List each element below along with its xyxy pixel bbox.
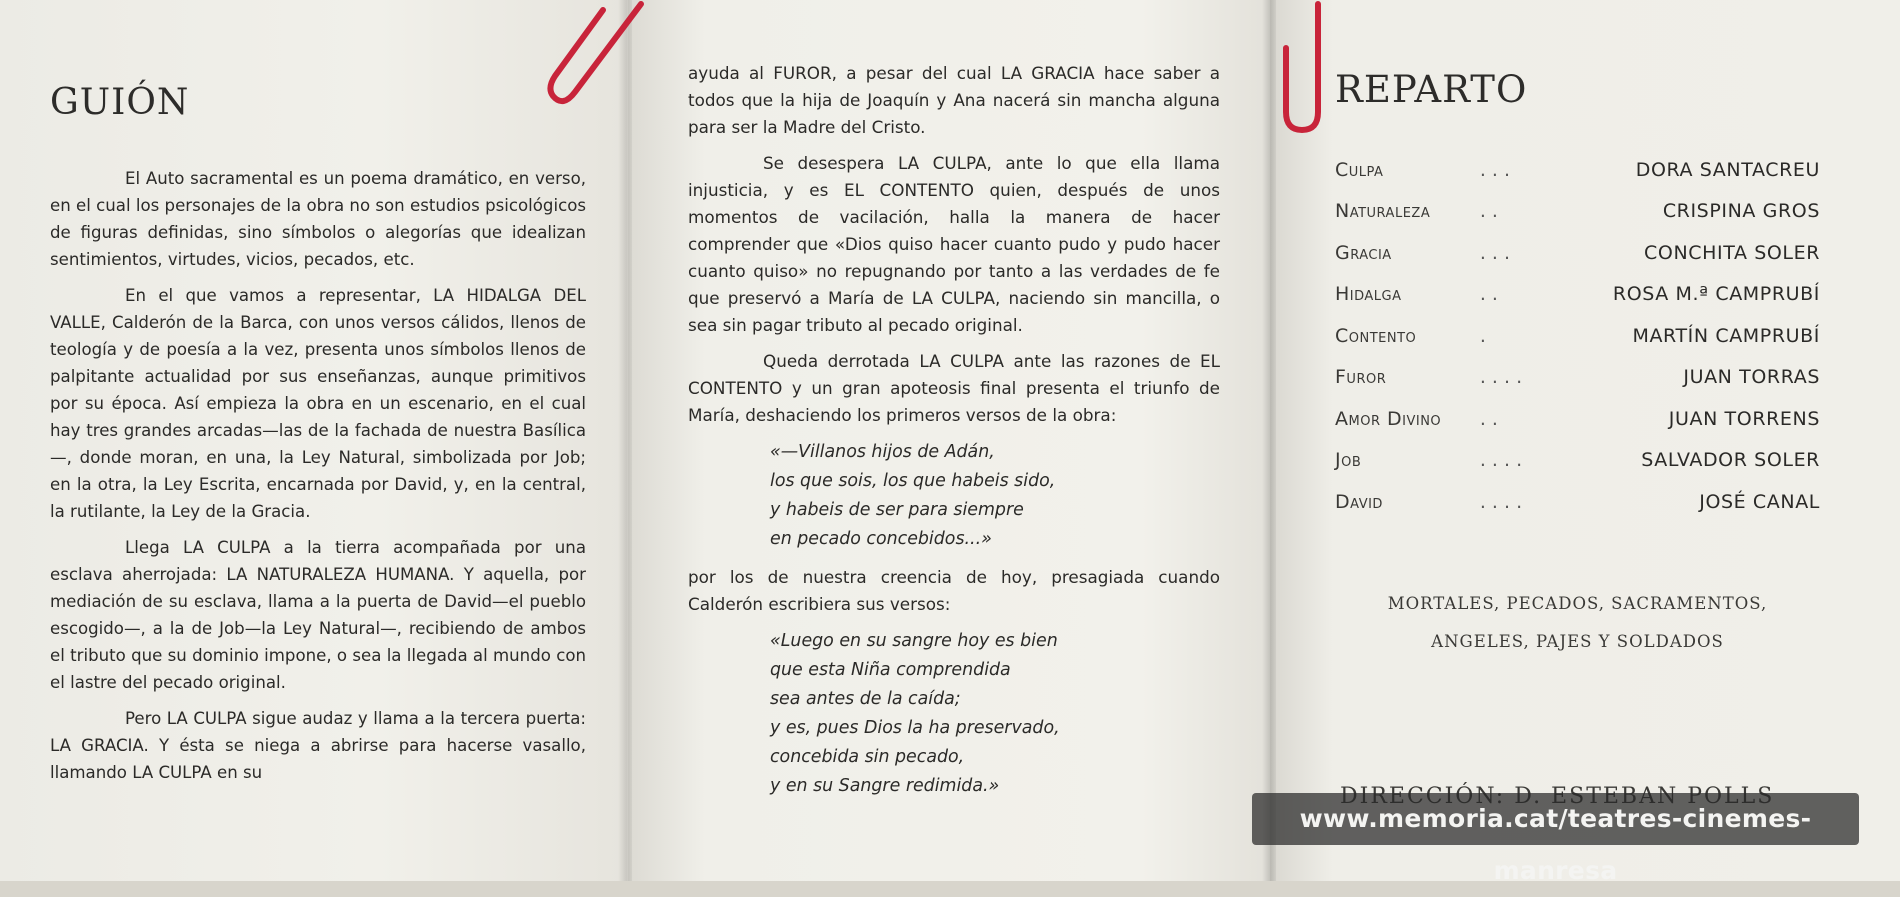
cast-row: [1335, 315, 1820, 357]
cast-row: [1335, 481, 1820, 523]
cast-role: Culpa: [1335, 158, 1384, 181]
guion-paragraph-4: Pero LA CULPA sigue audaz y llama a la tercera puerta: LA GRACIA. Y ésta se niega a abrirse para hacerse vasallo, llamando LA CULPA en su: [50, 709, 586, 782]
cast-table: [1335, 149, 1820, 523]
verse-quote-1: [770, 438, 1220, 554]
watermark-banner: www.memoria.cat/teatres-cinemes-manresa: [1252, 793, 1859, 845]
cast-role: Contento: [1335, 324, 1417, 347]
panel-guion: [0, 0, 628, 881]
verse-line: y es, pues Dios la ha preservado,: [770, 718, 1060, 738]
extras-line: MORTALES, PECADOS, SACRAMENTOS,: [1387, 593, 1768, 613]
guion-title: GUIÓN: [50, 82, 190, 123]
cast-row: [1335, 440, 1820, 482]
paper-clip-icon: [1268, 0, 1328, 140]
cast-dots: . . .: [1479, 241, 1511, 264]
middle-paragraph-3: Queda derrotada LA CULPA ante las razones de EL CONTENTO y un gran apoteosis final presenta el triunfo de María, deshaciendo los primeros versos de la obra:: [688, 351, 1220, 425]
cast-actor: MARTÍN CAMPRUBÍ: [1632, 324, 1820, 347]
verse-line: «—Villanos hijos de Adán,: [770, 442, 995, 462]
verse-quote-2: [770, 627, 1220, 801]
extras-list: [1335, 585, 1820, 661]
cast-actor: JUAN TORRAS: [1683, 366, 1820, 389]
cast-actor: JOSÉ CANAL: [1699, 490, 1820, 513]
cast-actor: CONCHITA SOLER: [1644, 241, 1820, 264]
cast-role: Hidalga: [1335, 283, 1402, 306]
cast-actor: ROSA M.ª CAMPRUBÍ: [1612, 283, 1820, 306]
paper-clip-icon: [545, 0, 655, 125]
cast-actor: DORA SANTACREU: [1635, 158, 1820, 181]
verse-line: y en su Sangre redimida.»: [770, 776, 1000, 796]
cast-role: Gracia: [1335, 241, 1392, 264]
verse-line: los que sois, los que habeis sido,: [770, 471, 1056, 491]
cast-dots: .: [1479, 324, 1486, 347]
cast-row: [1335, 274, 1820, 316]
verse-line: que esta Niña comprendida: [770, 660, 1011, 680]
cast-row: [1335, 398, 1820, 440]
verse-line: y habeis de ser para siempre: [770, 500, 1024, 520]
fold-shadow: [618, 0, 632, 881]
cast-dots: . .: [1479, 407, 1498, 430]
cast-actor: SALVADOR SOLER: [1641, 449, 1820, 472]
cast-dots: . .: [1479, 200, 1498, 223]
cast-row: [1335, 357, 1820, 399]
guion-body: [50, 165, 586, 786]
guion-paragraph-1: El Auto sacramental es un poema dramático, en verso, en el cual los personajes de la obra no son estudios psicológicos de figuras definidas, sino símbolos o alegorías que idealizan sentimientos, virtudes, vicios, pecados, etc.: [50, 169, 586, 269]
verse-line: en pecado concebidos...»: [770, 529, 992, 549]
cast-role: Naturaleza: [1335, 200, 1431, 223]
cast-row: [1335, 191, 1820, 233]
cast-dots: . . . .: [1479, 449, 1523, 472]
cast-dots: . .: [1479, 283, 1498, 306]
cast-role: Job: [1335, 449, 1362, 472]
guion-paragraph-3: Llega LA CULPA a la tierra acompañada por una esclava aherrojada: LA NATURALEZA HUMANA. Y aquella, por mediación de su esclava, llama a la puerta de David—el pueblo escogido—, a la de Job—la Ley Natural—, recibiendo de ambos el tributo que su dominio impone, o sea la llegada al mundo con el lastre del pecado original.: [50, 538, 586, 692]
middle-between-text: por los de nuestra creencia de hoy, presagiada cuando Calderón escribiera sus versos:: [688, 567, 1220, 614]
cast-role: Furor: [1335, 366, 1387, 389]
cast-dots: . . . .: [1479, 366, 1523, 389]
middle-paragraph-2: Se desespera LA CULPA, ante lo que ella llama injusticia, y es EL CONTENTO quien, después de unos momentos de vacilación, halla la manera de hacer comprender que «Dios quiso hacer cuanto pudo y pudo hacer cuanto quiso» no repugnando por tanto a las verdades de fe que preservó a María de LA CULPA, naciendo sin mancilla, o sea sin pagar tributo al pecado original.: [688, 153, 1220, 335]
panel-reparto: [1270, 0, 1900, 881]
verse-line: sea antes de la caída;: [770, 689, 961, 709]
middle-paragraph-1: ayuda al FUROR, a pesar del cual LA GRACIA hace saber a todos que la hija de Joaquín y Ana nacerá sin mancha alguna para ser la Madre del Cristo.: [688, 63, 1220, 137]
cast-role: Amor Divino: [1335, 407, 1442, 430]
cast-actor: JUAN TORRENS: [1668, 407, 1820, 430]
cast-actor: CRISPINA GROS: [1662, 200, 1820, 223]
panel-continuation: [628, 0, 1270, 881]
extras-line: ANGELES, PAJES Y SOLDADOS: [1431, 631, 1724, 651]
cast-dots: . . . .: [1479, 490, 1523, 513]
cast-row: [1335, 149, 1820, 191]
reparto-title: REPARTO: [1335, 68, 1528, 111]
cast-role: David: [1335, 490, 1383, 513]
middle-body: [688, 60, 1220, 801]
guion-paragraph-2: En el que vamos a representar, LA HIDALGA DEL VALLE, Calderón de la Barca, con unos versos cálidos, llenos de teología y de poesía a la vez, presenta unos símbolos llenos de palpitante actualidad por sus enseñanzas, aunque primitivos por su época. Así empieza la obra en un escenario, en el cual hay tres grandes arcadas—las de la fachada de nuestra Basílica—, donde moran, en una, la Ley Natural, simbolizada por Job; en la otra, la Ley Escrita, encarnada por David, y, en la central, la rutilante, la Ley de la Gracia.: [50, 286, 586, 521]
verse-line: concebida sin pecado,: [770, 747, 965, 767]
verse-line: «Luego en su sangre hoy es bien: [770, 631, 1058, 651]
cast-dots: . . .: [1479, 158, 1511, 181]
cast-row: [1335, 232, 1820, 274]
